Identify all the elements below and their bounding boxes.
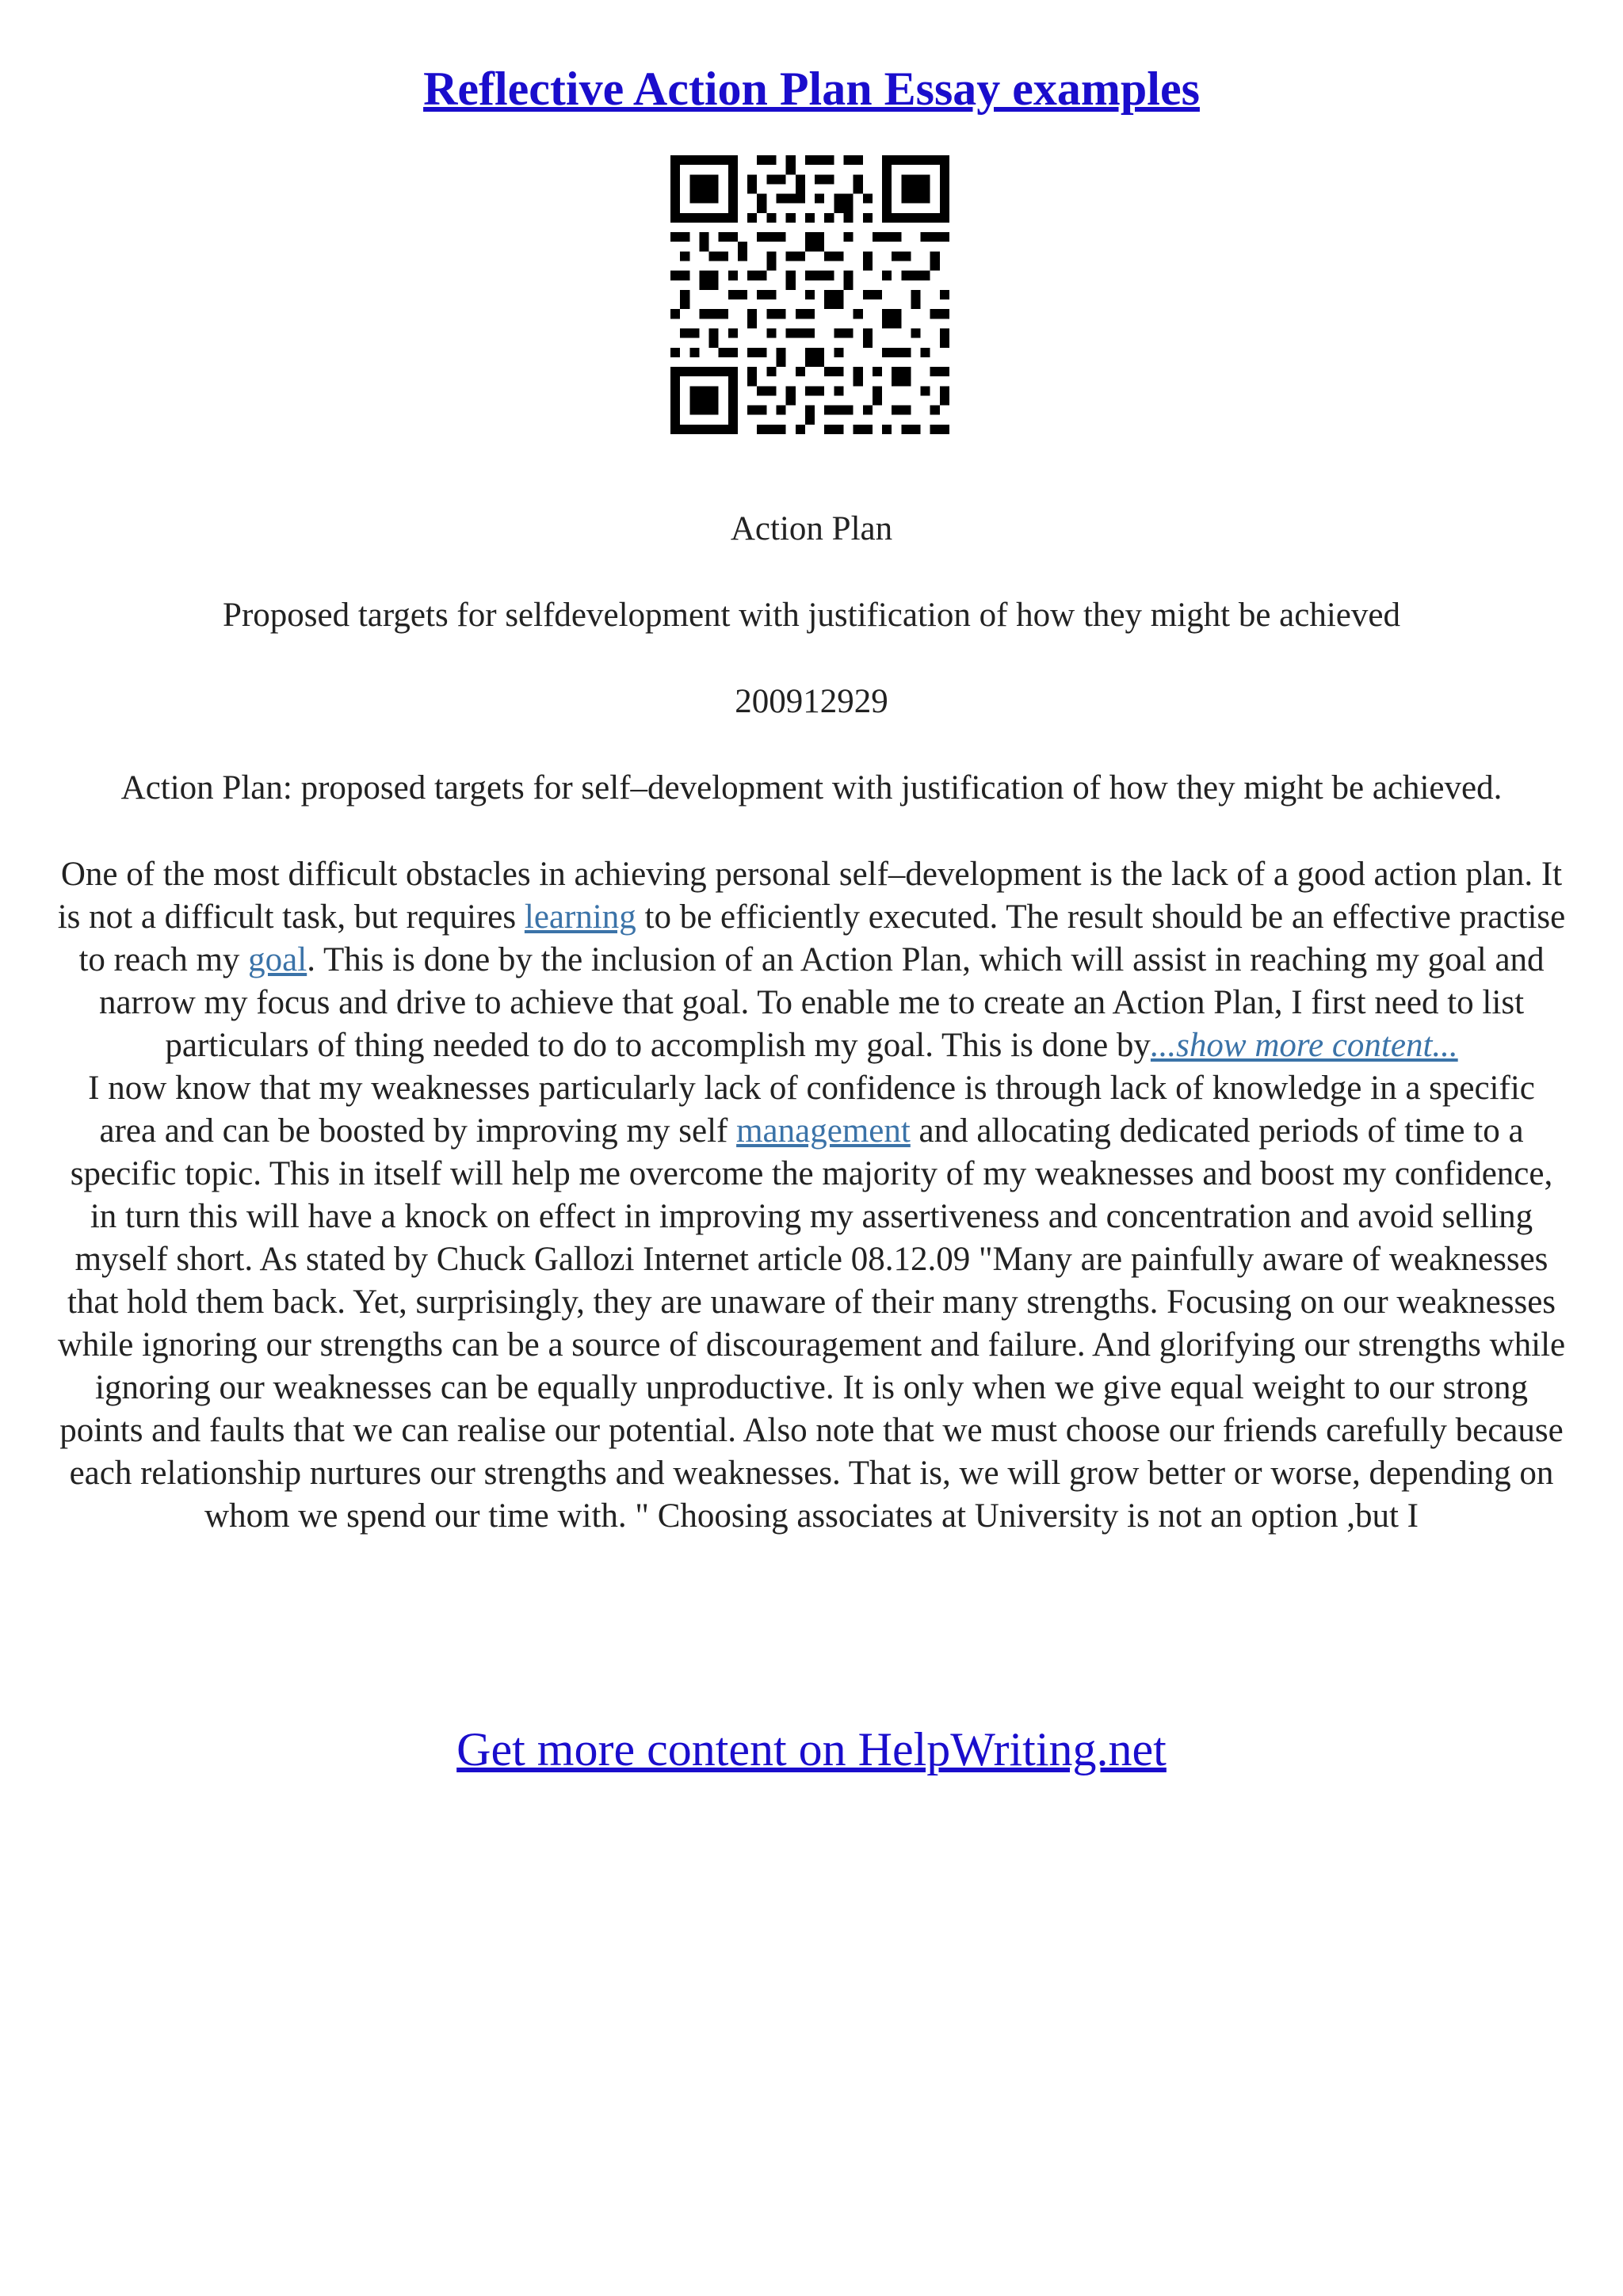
document-subtitle: Proposed targets for selfdevelopment with justification of how they might be achieved (223, 597, 1400, 634)
qr-code-icon (670, 155, 949, 434)
paragraph-1-text-2: to be efficiently executed. The result should be an effective practise to reach my (78, 898, 1566, 978)
paragraph-2-text-2: and allocating dedicated periods of time to a specific topic. This in itself will help me overcome the majority of my weaknesses and boost my confidence, in turn this will have a knock on effect in improving my assertiveness and concentration and avoid selling myself short. As stated by Chuck Gallozi Internet article 08.12.09 "Many are painfully aware of weaknesses that hold them back. Yet, surprisingly, they are unaware of their many strengths. Focusing on our weaknesses while ignoring our strengths can be a source of discouragement and failure. And glorifying our strengths while ignoring our weaknesses can be equally unproductive. It is only when we give equal weight to our strong points and faults that we can realise our potential. Also note that we must choose our friends carefully because each relationship nurtures our strengths and weaknesses. That is, we will grow better or worse, depending on whom we spend our time with. " Choosing associates at University is not an option ,but I (57, 1112, 1566, 1535)
paragraph-1 (55, 853, 1568, 1067)
essay-body (55, 853, 1568, 1538)
paragraph-2 (55, 1067, 1568, 1538)
student-id: 200912929 (735, 683, 888, 720)
paragraph-2-text-1: I now know that my weaknesses particularly lack of confidence is through lack of knowledge in a specific area and can be boosted by improving my self (88, 1070, 1535, 1150)
paragraph-1-text-1: One of the most difficult obstacles in achieving personal self–development is the lack of a good action plan. It is not a difficult task, but requires (57, 856, 1563, 936)
qr-code-graphic (670, 155, 949, 434)
paragraph-1-text-3: . This is done by the inclusion of an Action Plan, which will assist in reaching my goal and narrow my focus and drive to achieve that goal. To enable me to create an Action Plan, I first need to list particulars of thing needed to do to accomplish my goal. This is done by (98, 941, 1545, 1064)
get-more-content-link[interactable]: Get more content on HelpWriting.net (456, 1723, 1167, 1775)
document-heading: Action Plan (730, 510, 893, 547)
restated-title: Action Plan: proposed targets for self–development with justification of how they might be achieved. (120, 769, 1503, 807)
goal-link[interactable]: goal (248, 941, 307, 978)
show-more-link[interactable]: ...show more content... (1150, 1027, 1458, 1064)
title-link[interactable]: Reflective Action Plan Essay examples (423, 63, 1200, 115)
management-link[interactable]: management (736, 1112, 911, 1150)
document-title (0, 55, 1623, 122)
learning-link[interactable]: learning (524, 898, 636, 936)
footer (0, 1718, 1623, 1781)
